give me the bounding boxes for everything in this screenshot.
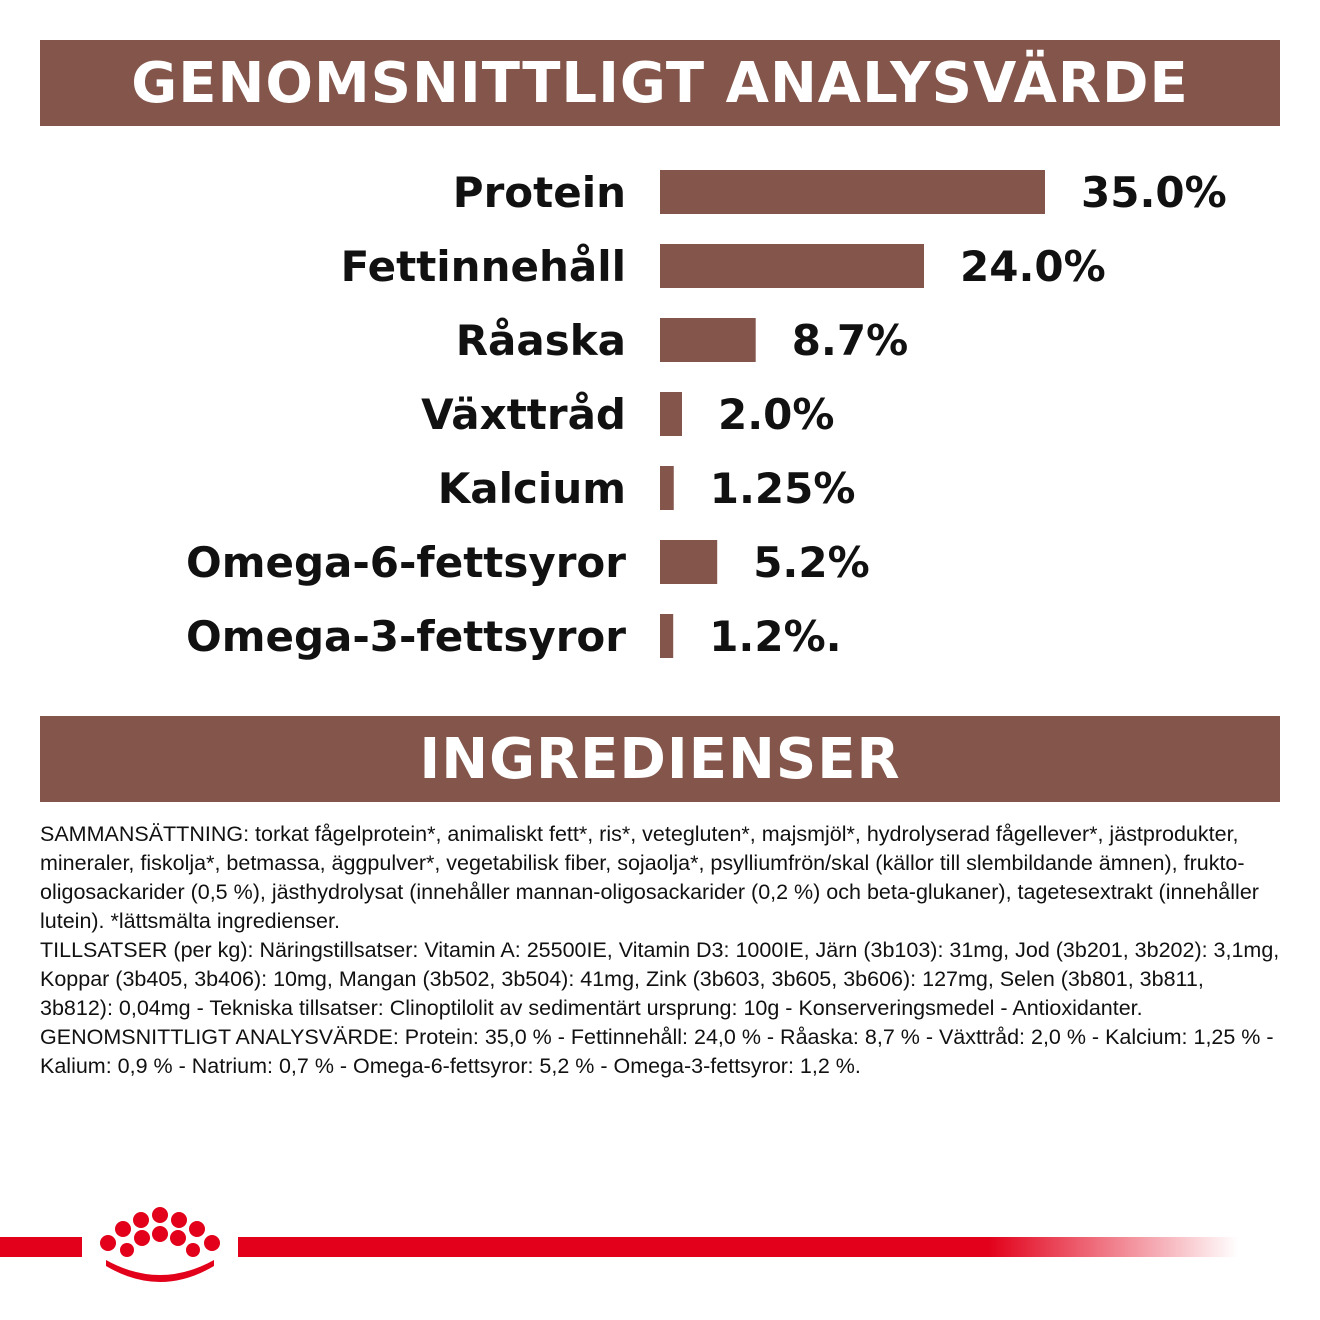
value-label: 1.25% [709, 464, 856, 513]
analysis-banner [40, 40, 1280, 126]
category-label: Växttråd [421, 390, 626, 439]
category-label: Omega-6-fettsyror [185, 538, 626, 587]
ingredients-analysis: GENOMSNITTLIGT ANALYSVÄRDE: Protein: 35,0 % - Fettinnehåll: 24,0 % - Råaska: 8,7 % - Växttråd: 2,0 % - Kalcium: 1,25 % - Kalium: 0,9 % - Natrium: 0,7 % - Omega-6-fettsyror: 5,2 % - Omega-3-fettsyror: 1,2 %. [40, 1025, 1274, 1078]
category-label: Råaska [455, 316, 626, 365]
crown-icon [92, 1206, 228, 1286]
analysis-banner-title: GENOMSNITTLIGT ANALYSVÄRDE [131, 50, 1189, 116]
ingredients-text [40, 820, 1280, 1081]
value-label: 2.0% [718, 390, 835, 439]
bar [660, 318, 756, 362]
bar [660, 392, 682, 436]
value-label: 5.2% [753, 538, 870, 587]
footer-line-left [0, 1237, 82, 1257]
value-label: 1.2%. [709, 612, 842, 661]
category-label: Protein [452, 168, 626, 217]
bar [660, 466, 674, 510]
ingredients-additives: TILLSATSER (per kg): Näringstillsatser: Vitamin A: 25500IE, Vitamin D3: 1000IE, Järn (3b103): 31mg, Jod (3b201, 3b202): 3,1mg, Koppar (3b405, 3b406): 10mg, Mangan (3b502, 3b504): 41mg, Zink (3b603, 3b605, 3b606): 127mg, Selen (3b801, 3b811, 3b812): 0,04mg - Tekniska tillsatser: Clinoptilolit av sedimentärt ursprung: 10g - Konserveringsmedel - Antioxidanter. [40, 938, 1280, 1020]
footer-line-right [238, 1237, 1238, 1257]
bar [660, 170, 1045, 214]
category-label: Omega-3-fettsyror [185, 612, 626, 661]
value-label: 8.7% [791, 316, 909, 365]
analysis-bar-chart [0, 150, 1320, 670]
bar [660, 244, 924, 288]
bar [660, 540, 717, 584]
category-label: Kalcium [437, 464, 626, 513]
ingredients-composition: SAMMANSÄTTNING: torkat fågelprotein*, animaliskt fett*, ris*, vetegluten*, majsmjöl*, hydrolyserad fågellever*, jästprodukter, mineraler, fiskolja*, betmassa, äggpulver*, vegetabilisk fiber, sojaolja*, psylliumfrön/skal (källor till slembildande ämnen), frukto-oligosackarider (0,5 %), jästhydrolysat (innehåller mannan-oligosackarider (0,2 %) och beta-glukaner), tagetesextrakt (innehåller lutein). *lättsmälta ingredienser. [40, 822, 1259, 933]
ingredients-banner-title: INGREDIENSER [419, 726, 901, 792]
value-label: 24.0% [960, 242, 1106, 291]
bar [660, 614, 673, 658]
ingredients-banner [40, 716, 1280, 802]
value-label: 35.0% [1081, 168, 1227, 217]
category-label: Fettinnehåll [340, 242, 626, 291]
